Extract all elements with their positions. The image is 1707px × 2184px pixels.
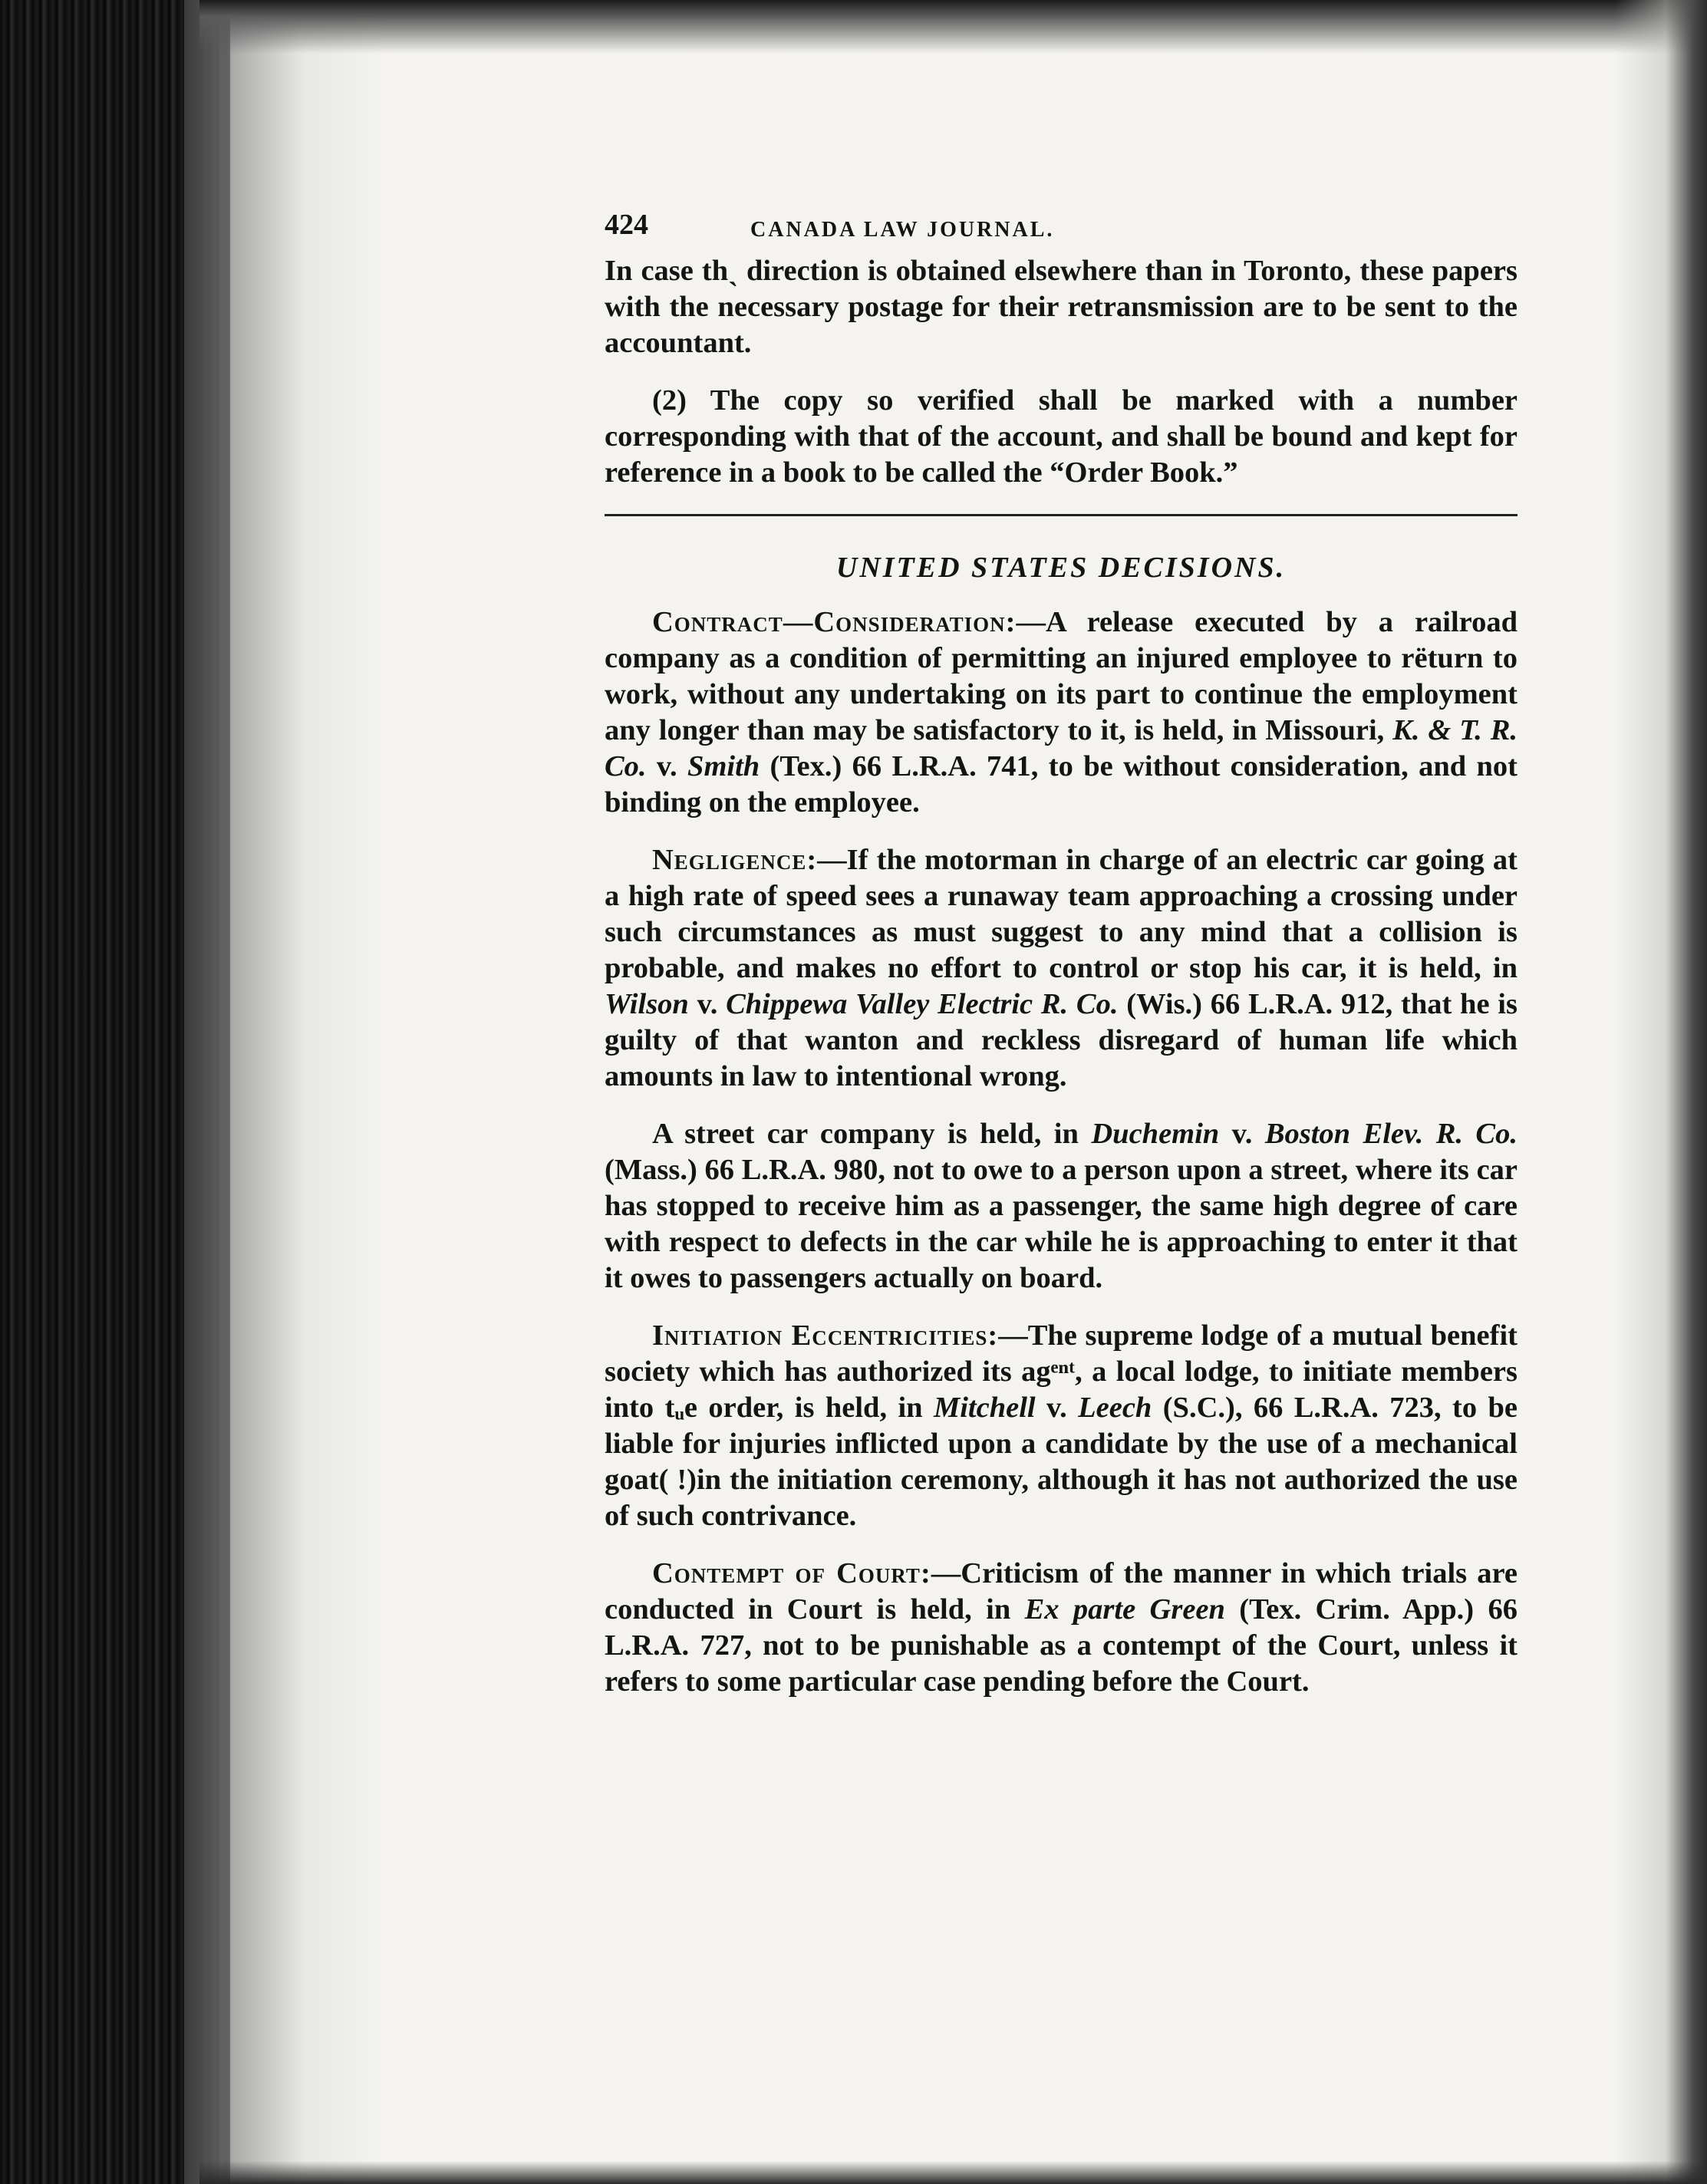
versus: v. — [688, 988, 727, 1020]
entry-heading: Contempt of Court: — [652, 1557, 931, 1589]
bottom-scan-edge — [199, 2161, 1707, 2184]
entry-text-end: (Tex. Crim. App.) 66 L.R.A. 727, not to be punishable as a contempt of the Court, unless it refers to some particular case pending before the Court. — [605, 1593, 1518, 1698]
entry-initiation — [605, 1318, 1518, 1534]
entry-negligence — [605, 842, 1518, 1095]
versus: v. — [1219, 1118, 1265, 1150]
section-divider — [605, 514, 1518, 516]
entry-street-car — [605, 1116, 1518, 1296]
page-header — [605, 207, 1518, 253]
entry-text-end: (S.C.), 66 L.R.A. 723, to be liable for injuries inflicted upon a candidate by the use of a mechanical goat( !)in the initiation ceremony, although it has not authorized the use of such contrivance. — [605, 1392, 1518, 1532]
entry-text: —If the motorman in charge of an electric car going at a high rate of speed sees a runaway team approaching a crossing under such circumstances as must suggest to any mind that a collision is probable, and makes no effort to control or stop his car, it is held, in — [605, 844, 1518, 984]
binding-gradient — [184, 0, 384, 2184]
case-party: Chippewa Valley Electric R. Co. — [726, 988, 1119, 1020]
entry-text: A street car company is held, in — [652, 1118, 1092, 1150]
entry-contract — [605, 604, 1518, 821]
entry-text-end: (Tex.) 66 L.R.A. 741, to be without consideration, and not binding on the employee. — [605, 750, 1518, 819]
intro-paragraph-2: (2) The copy so verified shall be marked with a number corresponding with that of the account, and shall be bound and kept for reference in a book to be called the “Order Book.” — [605, 384, 1518, 489]
case-name: Mitchell — [933, 1392, 1036, 1424]
entry-text: —Criticism of the manner in which trials are conducted in Court is held, in — [605, 1557, 1518, 1626]
entry-heading: Initiation Eccentricities: — [652, 1319, 999, 1352]
case-name: K. & T. R. Co. — [605, 714, 1518, 782]
case-name: Duchemin — [1091, 1118, 1220, 1150]
page-number: 424 — [605, 209, 648, 241]
entry-text: —The supreme lodge of a mutual benefit society which has authorized its agᵉⁿᵗ, a local lodge, to initiate members into tᵤe order, is held, in — [605, 1319, 1518, 1424]
versus: v. — [1035, 1392, 1079, 1424]
versus: v. — [646, 750, 688, 782]
section-title: UNITED STATES DECISIONS. — [835, 552, 1287, 584]
case-name: Wilson — [605, 988, 689, 1020]
entry-heading: Negligence: — [652, 844, 818, 876]
entry-text-end: (Wis.) 66 L.R.A. 912, that he is guilty of that wanton and reckless disregard of human life which amounts in law to intentional wrong. — [605, 988, 1518, 1092]
top-scan-edge — [199, 0, 1707, 54]
entry-contempt — [605, 1556, 1518, 1700]
running-head: CANADA LAW JOURNAL. — [750, 218, 1055, 242]
case-party: Boston Elev. R. Co. — [1264, 1118, 1518, 1150]
case-party: Smith — [687, 750, 760, 782]
entry-text-end: (Mass.) 66 L.R.A. 980, not to owe to a person upon a street, where its car has stopped to receive him as a passenger, the same high degree of care with respect to defects in the car while he is approaching to enter it that it owes to passengers actually on board. — [605, 1154, 1518, 1294]
entry-heading: Contract—Consideration: — [652, 606, 1017, 638]
case-name: Ex parte Green — [1024, 1593, 1225, 1626]
entry-text: —A release executed by a railroad company as a condition of permitting an injured employee to rëturn to work, without any undertaking on its part to continue the employment any longer than may be satisfactory to it, is held, in Missouri, — [605, 606, 1518, 746]
journal-page — [605, 207, 1518, 1721]
right-scan-edge — [1615, 0, 1707, 2184]
case-party: Leech — [1078, 1392, 1152, 1424]
intro-paragraph-1: In case thˎ direction is obtained elsewhere than in Toronto, these papers with the necessary postage for their retransmission are to be sent to the accountant. — [605, 255, 1518, 359]
